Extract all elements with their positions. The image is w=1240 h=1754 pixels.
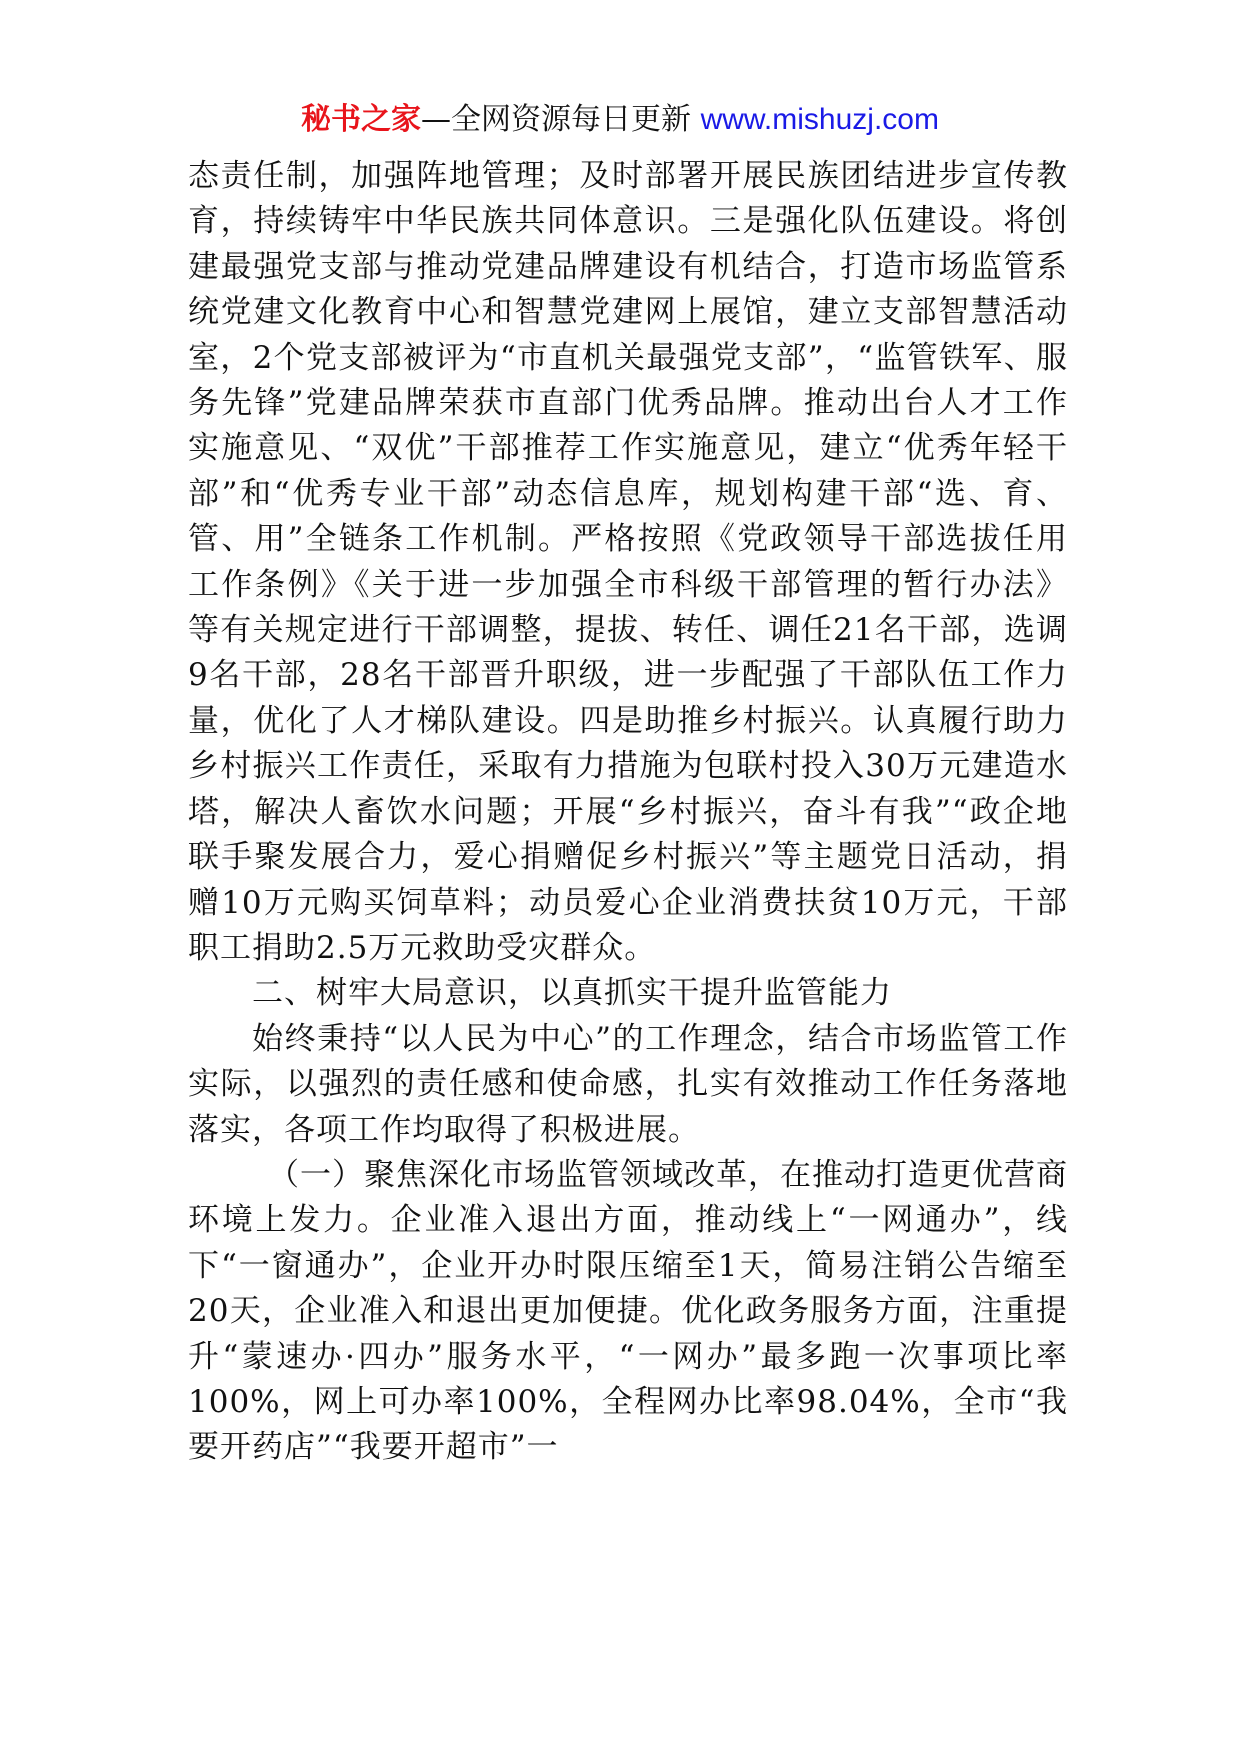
site-header bbox=[0, 100, 1240, 140]
site-url-link[interactable]: www.mishuzj.com bbox=[700, 103, 939, 136]
paragraph-continuation: 态责任制，加强阵地管理；及时部署开展民族团结进步宣传教育，持续铸牢中华民族共同体意识。三是强化队伍建设。将创建最强党支部与推动党建品牌建设有机结合，打造市场监管系统党建文化教育中心和智慧党建网上展馆，建立支部智慧活动室，2个党支部被评为“市直机关最强党支部”，“监管铁军、服务先锋”党建品牌荣获市直部门优秀品牌。推动出台人才工作实施意见、“双优”干部推荐工作实施意见，建立“优秀年轻干部”和“优秀专业干部”动态信息库，规划构建干部“选、育、管、用”全链条工作机制。严格按照《党政领导干部选拔任用工作条例》《关于进一步加强全市科级干部管理的暂行办法》等有关规定进行干部调整，提拔、转任、调任21名干部，选调9名干部，28名干部晋升职级，进一步配强了干部队伍工作力量，优化了人才梯队建设。四是助推乡村振兴。认真履行助力乡村振兴工作责任，采取有力措施为包联村投入30万元建造水塔，解决人畜饮水问题；开展“乡村振兴，奋斗有我”“政企地联手聚发展合力，爱心捐赠促乡村振兴”等主题党日活动，捐赠10万元购买饲草料；动员爱心企业消费扶贫10万元，干部职工捐助2.5万元救助受灾群众。 bbox=[188, 158, 1068, 966]
paragraph-subsection-1: （一）聚焦深化市场监管领域改革，在推动打造更优营商环境上发力。企业准入退出方面，推动线上“一网通办”，线下“一窗通办”，企业开办时限压缩至1天，简易注销公告缩至20天，企业准入和退出更加便捷。优化政务服务方面，注重提升“蒙速办·四办”服务水平，“一网办”最多跑一次事项比率100%，网上可办率100%，全程网办比率98.04%，全市“我要开药店”“我要开超市”一 bbox=[188, 1156, 1068, 1466]
header-tagline: —全网资源每日更新 bbox=[421, 102, 701, 137]
section-heading: 二、树牢大局意识，以真抓实干提升监管能力 bbox=[252, 975, 892, 1012]
brand-name: 秘书之家 bbox=[301, 102, 422, 137]
paragraph-intro: 始终秉持“以人民为中心”的工作理念，结合市场监管工作实际，以强烈的责任感和使命感，扎实有效推动工作任务落地落实，各项工作均取得了积极进展。 bbox=[188, 1020, 1068, 1148]
document-body bbox=[188, 154, 1068, 1471]
